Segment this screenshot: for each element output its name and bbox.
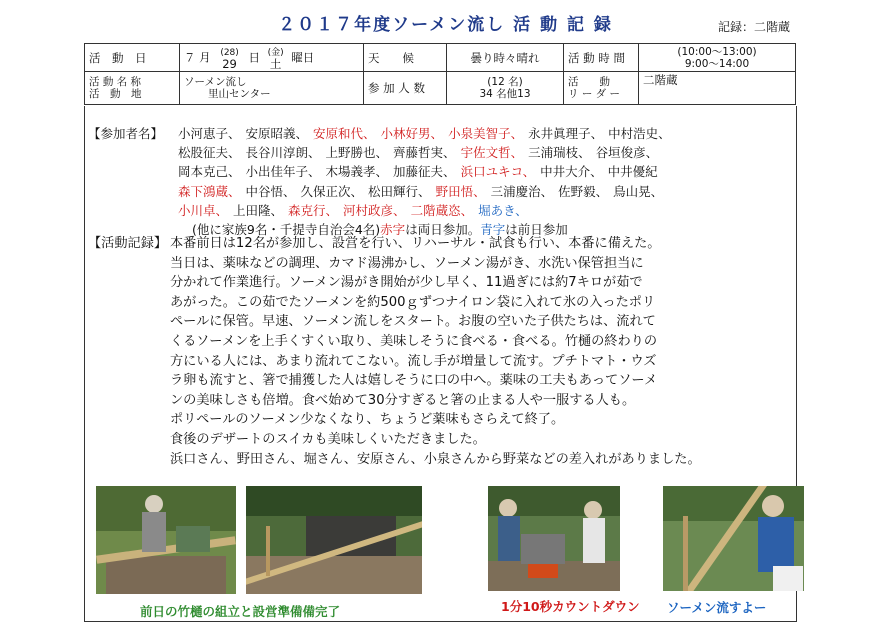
activity-line: 当日は、薬味などの調理、カマド湯沸かし、ソーメン湯がき、水洗い保管担当に (170, 255, 644, 271)
activity-line: ラ卵も流すと、箸で捕獲した人は嬉しそうに口の中へ。薬味の工夫もあってソーメ (170, 373, 658, 389)
participant-name: 野田悟、 (435, 183, 486, 199)
participant-name: 長谷川淳朗、 (245, 145, 321, 161)
participant-name: 永井眞理子、 (528, 126, 604, 141)
time-value: (10:00〜13:00) 9:00〜14:00 (639, 44, 796, 72)
participant-name: 森下鴻蔵、 (178, 183, 241, 199)
participants-list (178, 124, 788, 239)
activity-line: 食後のデザートのスイカも美味しくいただきました。 (170, 431, 486, 447)
activity-line: 浜口さん、野田さん、堀さん、安原さん、小泉さんから野菜などの差入れがありました。 (170, 451, 701, 467)
participant-name: 中井大介、 (540, 164, 603, 180)
participants-label: 【参加者名】 (88, 126, 164, 141)
participant-name: 加藤征夫、 (393, 164, 456, 180)
participant-name: 上野勝也、 (325, 145, 389, 161)
participant-name: 久保正次、 (300, 183, 364, 199)
activity-line: くるソーメンを上手くすくい取り、美味しそうに食べる・食べる。竹樋の終わりの (170, 333, 658, 349)
name-place-value: ソーメン流し 里山センター (180, 72, 364, 105)
participant-name: 三浦慶治、 (490, 183, 554, 199)
activity-line: ポリペールのソーメン少なくなり、ちょうど薬味もさらえて終了。 (170, 412, 565, 428)
participant-name: 安原昭義、 (245, 126, 309, 141)
participant-name: 河村政彦、 (343, 202, 406, 218)
activity-text (170, 234, 795, 469)
caption-middle: 1分10秒カウントダウン (501, 599, 640, 614)
photo-setup-complete (246, 486, 422, 594)
date-value: ７ 月 (28) 29 日 (金) 土 曜日 (180, 44, 364, 72)
info-table (84, 43, 796, 105)
participant-name: 齊藤哲実、 (393, 145, 456, 161)
count-value: (12 名) 34 名他13 (447, 72, 564, 105)
participant-name: 小出佳年子、 (245, 164, 321, 180)
participant-name: 岡本克己、 (178, 164, 241, 180)
caption-right: ソーメン流すよー (667, 600, 767, 615)
participant-name: 中井優紀 (607, 164, 658, 180)
participant-name: 浜口ユキコ、 (460, 164, 536, 180)
participant-name: 小林好男、 (380, 126, 444, 141)
activity-line: ペールに保管。早速、ソーメン流しをスタート。お腹の空いた子供たちは、流れて (170, 314, 656, 330)
activity-line: 方にいる人には、あまり流れてこない。流し手が増量して流す。プチトマト・ウズ (170, 353, 657, 369)
participant-name: 小川卓、 (178, 202, 229, 218)
recorder-label: 記録：二階蔵 (718, 20, 791, 34)
participant-name: 二階蔵恣、 (410, 202, 474, 218)
participant-name: 小泉美智子、 (448, 126, 524, 141)
participants-line (178, 143, 788, 162)
activity-line: あがった。この茹でたソーメンを約500ｇずつナイロン袋に入れて氷の入ったポリ (170, 294, 656, 310)
participant-name: 木場義孝、 (325, 164, 389, 180)
photo-somen-flowing (663, 486, 804, 591)
leader-value: 二階蔵 (639, 72, 796, 105)
participant-name: 佐野毅、 (558, 183, 609, 199)
count-label: 参 加 人 数 (364, 72, 447, 105)
time-label: 活 動 時 間 (564, 44, 639, 72)
participants-line (178, 124, 788, 143)
participant-name: 安原和代、 (313, 126, 376, 141)
activity-line: 分かれて作業進行。ソーメン湯がき開始が少し早く、11過ぎには約7キロが茹で (170, 275, 643, 291)
participants-line (178, 162, 788, 181)
weather-value: 曇り時々晴れ (447, 44, 564, 72)
date-label: 活 動 日 (85, 44, 180, 72)
participant-name: 谷垣俊彦、 (595, 145, 659, 161)
activity-line: ンの美味しさも倍増。食べ始めて30分すぎると箸の止まる人や一服する人も。 (170, 392, 636, 408)
participant-name: 森克行、 (288, 202, 339, 218)
weather-label: 天 候 (364, 44, 447, 72)
participant-name: 中村浩史、 (608, 126, 671, 141)
photo-bamboo-assembly (96, 486, 236, 594)
participant-name: 松股征夫、 (178, 145, 241, 161)
activity-label: 【活動記録】 (88, 236, 168, 251)
name-place-label: 活 動 名 称 活 動 地 (85, 72, 180, 105)
participant-name: 上田隆、 (233, 202, 284, 218)
participant-name: 松田輝行、 (368, 183, 431, 199)
participant-name: 小河恵子、 (178, 126, 241, 141)
participant-name: 堀あき、 (478, 202, 528, 218)
participants-line (178, 201, 788, 220)
photo-pot-countdown (488, 486, 620, 591)
page-title: ２０１７年度ソーメン流し 活 動 記 録 (278, 15, 613, 35)
participants-note: (他に家族9名・千提寺自治会4名)赤字は両日参加。青字は前日参加 (192, 222, 568, 238)
activity-line: 本番前日は12名が参加し、設営を行い、リハーサル・試食も行い、本番に備えた。 (170, 236, 661, 251)
participant-name: 宇佐文哲、 (460, 145, 524, 161)
participant-name: 鳥山晃、 (613, 183, 664, 199)
caption-left: 前日の竹樋の組立と設営準備備完了 (140, 604, 341, 619)
participant-name: 中谷悟、 (245, 183, 296, 199)
participants-line (178, 182, 788, 201)
leader-label: 活 動 リ ー ダ ー (564, 72, 639, 105)
participant-name: 三浦瑞枝、 (528, 145, 591, 161)
